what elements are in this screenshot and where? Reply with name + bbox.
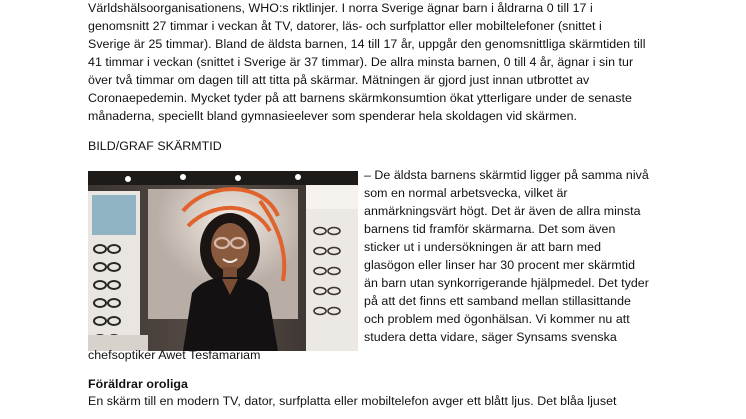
quote-line: barnens tid framför skärmarna. Det som även	[364, 222, 616, 236]
quote-line: än barn utan synkorrigerande hjälpmedel. Det tyder	[364, 276, 649, 290]
intro-line: genomsnitt 27 timmar i veckan åt TV, datorer, läs- och surfplattor eller mobiltelefoner (snittet i	[88, 19, 602, 33]
quote-line: glasögon eller linser har 30 procent mer skärmtid	[364, 258, 636, 272]
quote-line: studera detta vidare, säger Synsams svenska	[364, 330, 617, 344]
quote-line: anmärkningsvärt högt. Det är även de allra minsta	[364, 204, 641, 218]
portrait-photo	[88, 171, 358, 351]
intro-line: över två timmar om dagen till att titta på skärmar. Mätningen är gjord just innan utbrottet av	[88, 73, 590, 87]
section-line: En skärm till en modern TV, dator, surfplatta eller mobiltelefon avger ett blått ljus. Det blåa ljuset	[88, 394, 617, 408]
quote-line: sticker ut i undersökningen är att barn med	[364, 240, 602, 254]
quote-line: på att det finns ett samband mellan stillasittande	[364, 294, 631, 308]
quote-line: och problem med ögonhälsan. Vi kommer nu att	[364, 312, 630, 326]
quote-line: – De äldsta barnens skärmtid ligger på samma nivå	[364, 168, 649, 182]
image-placeholder-label: BILD/GRAF SKÄRMTID	[88, 139, 222, 153]
photo-caption: chefsoptiker Awet Tesfamariam	[88, 348, 261, 362]
section-heading: Föräldrar oroliga	[88, 377, 188, 391]
intro-line: Världshälsoorganisationens, WHO:s riktlinjer. I norra Sverige ägnar barn i åldrarna 0 till 17 i	[88, 1, 593, 15]
intro-line: Sverige är 25 timmar). Bland de äldsta barnen, 14 till 17 år, uppgår den genomsnittliga skärmtiden till	[88, 37, 646, 51]
intro-line: Coronaepedemin. Mycket tyder på att barnens skärmkonsumtion ökat ytterligare under de senaste	[88, 91, 632, 105]
portrait-illustration	[88, 171, 358, 351]
quote-line: som en normal arbetsvecka, vilket är	[364, 186, 568, 200]
intro-line: 41 timmar i veckan (snittet i Sverige är 37 timmar). De allra minsta barnen, 0 till 4 år, ägnar i sin tur	[88, 55, 634, 69]
intro-line: månaderna, speciellt bland gymnasieelever som spenderar hela skoldagen vid skärmen.	[88, 109, 578, 123]
